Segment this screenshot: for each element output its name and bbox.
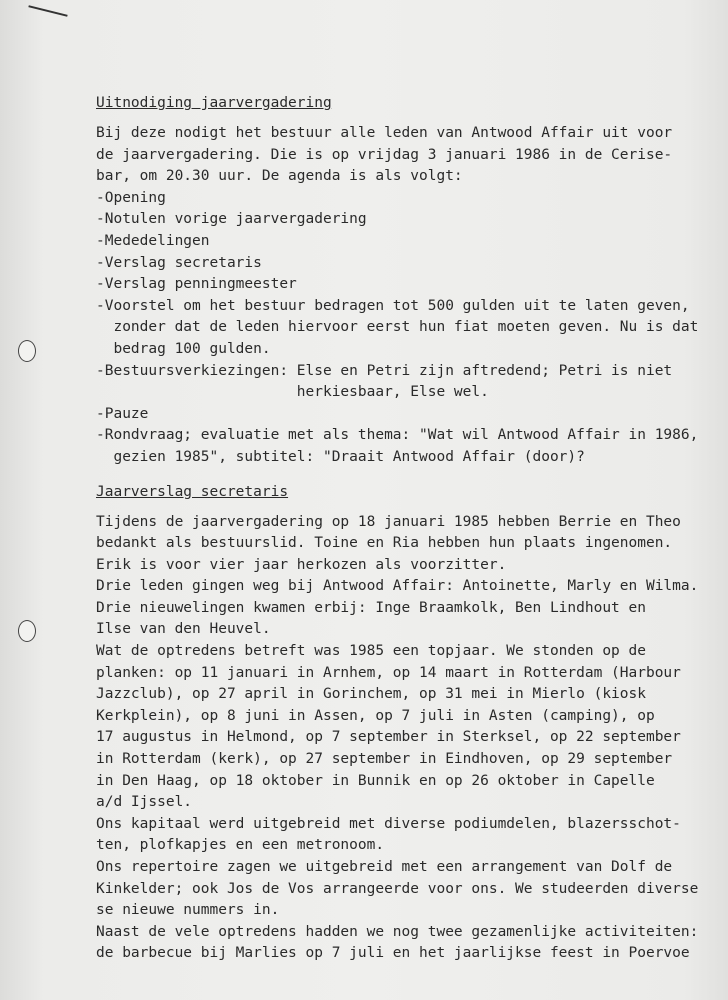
- text-line: de barbecue bij Marlies op 7 juli en het jaarlijkse feest in Poervoe: [96, 945, 690, 962]
- agenda-item: -Mededelingen: [96, 232, 210, 249]
- text-line: in Rotterdam (kerk), op 27 september in Eindhoven, op 29 september: [96, 751, 673, 768]
- agenda-item: -Verslag secretaris: [96, 254, 262, 271]
- report-text: [96, 512, 708, 965]
- agenda-item: -Rondvraag; evaluatie met als thema: "Wat wil Antwood Affair in 1986,: [96, 427, 699, 444]
- text-line: ten, plofkapjes en een metronoom.: [96, 837, 385, 854]
- document-body: [96, 92, 708, 965]
- punch-hole-bottom: [18, 620, 36, 642]
- text-line: Naast de vele optredens hadden we nog twee gezamenlijke activiteiten:: [96, 923, 699, 940]
- text-line: planken: op 11 januari in Arnhem, op 14 maart in Rotterdam (Harbour: [96, 664, 681, 681]
- text-line: in Den Haag, op 18 oktober in Bunnik en op 26 oktober in Capelle: [96, 772, 655, 789]
- text-line: bar, om 20.30 uur. De agenda is als volgt:: [96, 168, 463, 185]
- text-line: 17 augustus in Helmond, op 7 september in Sterksel, op 22 september: [96, 729, 681, 746]
- report-heading: Jaarverslag secretaris: [96, 483, 289, 500]
- agenda-item: -Notulen vorige jaarvergadering: [96, 211, 367, 228]
- text-line: a/d Ijssel.: [96, 794, 193, 811]
- agenda-item: -Bestuursverkiezingen: Else en Petri zijn aftredend; Petri is niet: [96, 362, 673, 379]
- agenda-item: herkiesbaar, Else wel.: [96, 384, 489, 401]
- agenda-item: -Verslag penningmeester: [96, 276, 297, 293]
- text-line: Ons kapitaal werd uitgebreid met diverse podiumdelen, blazersschot-: [96, 815, 681, 832]
- text-line: Ilse van den Heuvel.: [96, 621, 271, 638]
- agenda-item: gezien 1985", subtitel: "Draait Antwood Affair (door)?: [96, 448, 585, 465]
- agenda-item: -Pauze: [96, 405, 149, 422]
- text-line: Drie leden gingen weg bij Antwood Affair: Antoinette, Marly en Wilma.: [96, 578, 699, 595]
- text-line: Kerkplein), op 8 juni in Assen, op 7 juli in Asten (camping), op: [96, 707, 655, 724]
- agenda-item: bedrag 100 gulden.: [96, 340, 271, 357]
- invitation-text: [96, 123, 708, 469]
- invitation-heading: Uitnodiging jaarvergadering: [96, 95, 332, 111]
- text-line: Drie nieuwelingen kwamen erbij: Inge Braamkolk, Ben Lindhout en: [96, 599, 646, 616]
- text-line: bedankt als bestuurslid. Toine en Ria hebben hun plaats ingenomen.: [96, 535, 673, 552]
- text-line: Ons repertoire zagen we uitgebreid met een arrangement van Dolf de: [96, 859, 673, 875]
- agenda-item: -Voorstel om het bestuur bedragen tot 500 gulden uit te laten geven,: [96, 297, 690, 314]
- punch-hole-top: [18, 340, 36, 362]
- text-line: Erik is voor vier jaar herkozen als voorzitter.: [96, 556, 507, 573]
- text-line: Wat de optredens betreft was 1985 een topjaar. We stonden op de: [96, 643, 646, 660]
- pen-mark: [28, 5, 67, 17]
- agenda-item: zonder dat de leden hiervoor eerst hun fiat moeten geven. Nu is dat: [96, 319, 699, 336]
- text-line: Kinkelder; ook Jos de Vos arrangeerde voor ons. We studeerden diverse: [96, 880, 699, 897]
- text-line: se nieuwe nummers in.: [96, 902, 280, 919]
- text-line: de jaarvergadering. Die is op vrijdag 3 januari 1986 in de Cerise-: [96, 146, 673, 163]
- agenda-item: -Opening: [96, 189, 166, 206]
- text-line: Jazzclub), op 27 april in Gorinchem, op 31 mei in Mierlo (kiosk: [96, 686, 646, 703]
- text-line: Tijdens de jaarvergadering op 18 januari 1985 hebben Berrie en Theo: [96, 513, 681, 530]
- text-line: Bij deze nodigt het bestuur alle leden van Antwood Affair uit voor: [96, 125, 673, 141]
